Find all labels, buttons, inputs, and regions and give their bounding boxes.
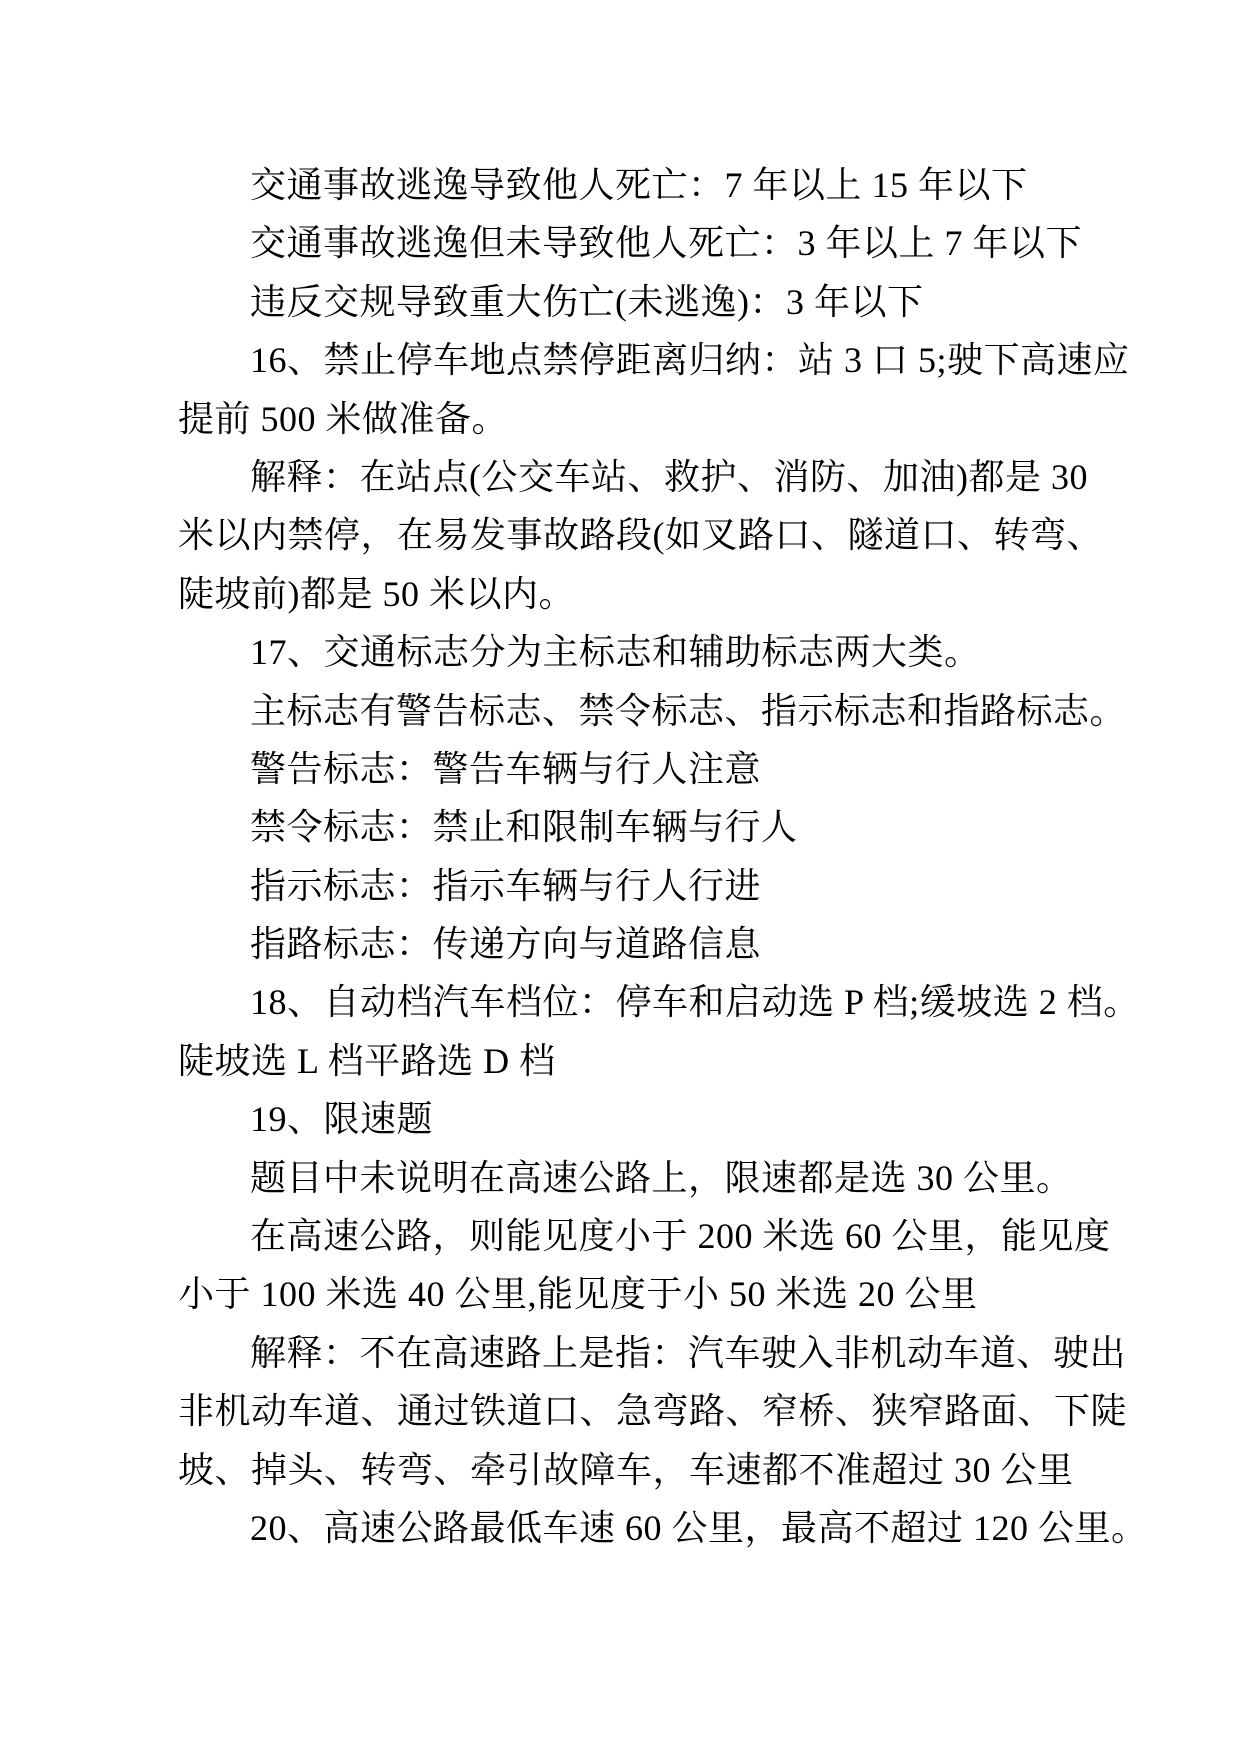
- text-line: 解释：不在高速路上是指：汽车驶入非机动车道、驶出: [250, 1332, 1127, 1373]
- text-line: 交通事故逃逸导致他人死亡：7 年以上 15 年以下: [250, 165, 1028, 205]
- text-line: 提前 500 米做准备。: [178, 398, 509, 439]
- text-line: 陡坡前)都是 50 米以内。: [178, 573, 575, 614]
- document-content: [178, 156, 1148, 1557]
- text-line: 题目中未说明在高速公路上，限速都是选 30 公里。: [250, 1157, 1073, 1198]
- text-line: 17、交通标志分为主标志和辅助标志两大类。: [250, 632, 981, 673]
- text-line: 警告标志：警告车辆与行人注意: [250, 748, 762, 789]
- text-line: 指路标志：传递方向与道路信息: [250, 924, 762, 965]
- text-line: 小于 100 米选 40 公里,能见度于小 50 米选 20 公里: [178, 1274, 978, 1315]
- text-line: 交通事故逃逸但未导致他人死亡：3 年以上 7 年以下: [250, 223, 1083, 264]
- text-line: 坡、掉头、转弯、牵引故障车，车速都不准超过 30 公里: [178, 1449, 1074, 1490]
- text-line: 16、禁止停车地点禁停距离归纳：站 3 口 5;驶下高速应: [250, 340, 1130, 381]
- text-line: 米以内禁停，在易发事故路段(如叉路口、隧道口、转弯、: [178, 515, 1103, 556]
- text-line: 18、自动档汽车档位：停车和启动选 P 档;缓坡选 2 档。: [250, 982, 1140, 1023]
- text-line: 20、高速公路最低车速 60 公里，最高不超过 120 公里。: [250, 1507, 1148, 1548]
- text-line: 陡坡选 L 档平路选 D 档: [178, 1040, 556, 1081]
- text-line: 主标志有警告标志、禁令标志、指示标志和指路标志。: [250, 690, 1127, 731]
- text-line: 19、限速题: [250, 1099, 434, 1140]
- text-line: 解释：在站点(公交车站、救护、消防、加油)都是 30: [250, 456, 1088, 497]
- text-line: 违反交规导致重大伤亡(未逃逸)：3 年以下: [250, 281, 924, 322]
- text-line: 指示标志：指示车辆与行人行进: [250, 865, 762, 906]
- text-line: 禁令标志：禁止和限制车辆与行人: [250, 807, 798, 848]
- text-line: 非机动车道、通过铁道口、急弯路、窄桥、狭窄路面、下陡: [178, 1391, 1128, 1432]
- text-line: 在高速公路，则能见度小于 200 米选 60 公里，能见度: [250, 1216, 1111, 1257]
